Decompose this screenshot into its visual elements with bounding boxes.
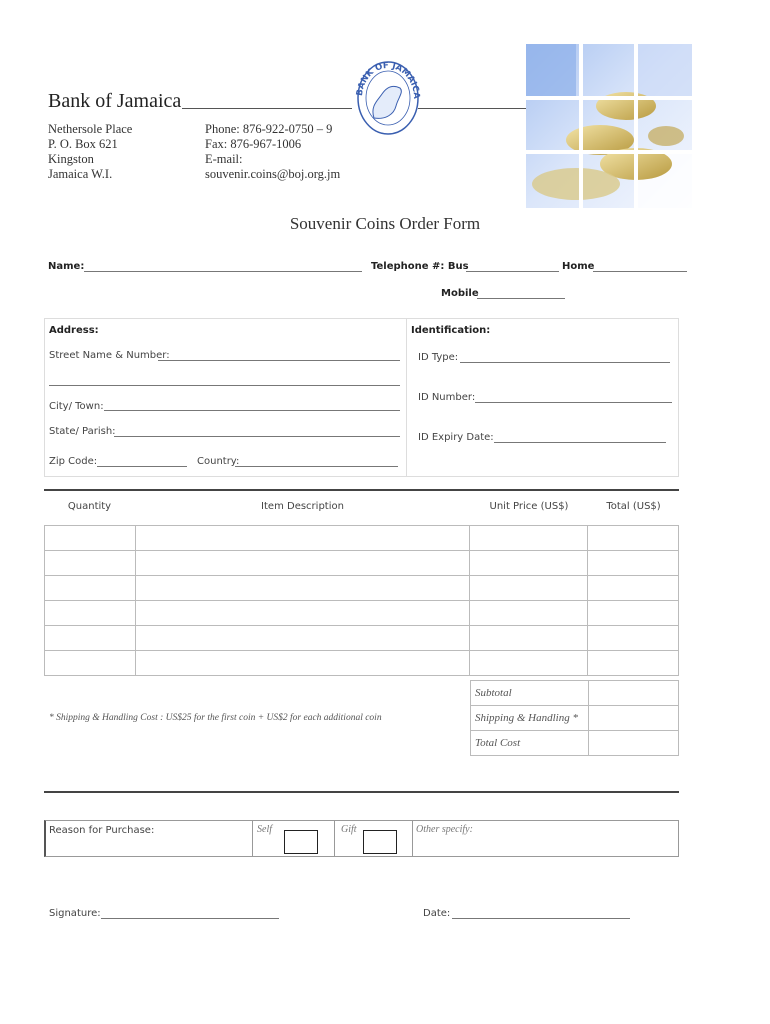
shipping-row — [471, 706, 679, 731]
shipping-value[interactable] — [588, 706, 678, 731]
reason-divider-2 — [334, 820, 335, 857]
country-input[interactable] — [235, 466, 398, 467]
zip-input[interactable] — [97, 466, 187, 467]
bank-name: Bank of Jamaica — [48, 90, 182, 112]
name-input[interactable] — [84, 271, 362, 272]
street-input[interactable] — [158, 360, 400, 361]
subtotal-value[interactable] — [588, 681, 678, 706]
date-input[interactable] — [452, 918, 630, 919]
address-line: P. O. Box 621 — [48, 137, 118, 151]
state-label: State/ Parish: — [49, 426, 116, 437]
self-label: Self — [257, 824, 272, 835]
city-input[interactable] — [104, 410, 400, 411]
zip-label: Zip Code: — [49, 456, 98, 467]
quantity-cell[interactable] — [45, 626, 136, 651]
bank-address — [48, 122, 132, 182]
description-cell[interactable] — [135, 626, 469, 651]
items-top-rule — [44, 489, 679, 491]
unit-price-cell[interactable] — [470, 626, 588, 651]
subtotal-row — [471, 681, 679, 706]
quantity-cell[interactable] — [45, 651, 136, 676]
coin-photo — [526, 44, 692, 208]
street-input-line-2[interactable] — [49, 385, 400, 386]
address-heading: Address: — [49, 325, 99, 336]
unit-price-cell[interactable] — [470, 551, 588, 576]
self-checkbox[interactable] — [284, 830, 318, 854]
telephone-bus-input[interactable] — [466, 271, 559, 272]
quantity-cell[interactable] — [45, 601, 136, 626]
street-label: Street Name & Number: — [49, 350, 170, 361]
telephone-home-input[interactable] — [593, 271, 687, 272]
address-line: Jamaica W.I. — [48, 167, 113, 181]
bank-contact — [205, 122, 340, 182]
other-specify-label: Other specify: — [416, 824, 473, 835]
table-row — [45, 651, 679, 676]
date-label: Date: — [423, 908, 451, 919]
total-cost-label: Total Cost — [471, 731, 589, 756]
country-label: Country: — [197, 456, 240, 467]
telephone-home-label: Home — [562, 261, 595, 272]
quantity-cell[interactable] — [45, 551, 136, 576]
signature-label: Signature: — [49, 908, 101, 919]
telephone-bus-label: Telephone #: Bus — [371, 261, 469, 272]
address-line: Kingston — [48, 152, 94, 166]
column-header-quantity: Quantity — [67, 501, 112, 512]
column-header-total: Total (US$) — [606, 501, 661, 512]
signature-input[interactable] — [101, 918, 279, 919]
column-header-unit-price: Unit Price (US$) — [489, 501, 569, 512]
id-number-input[interactable] — [475, 402, 672, 403]
form-title: Souvenir Coins Order Form — [289, 214, 481, 233]
table-row — [45, 551, 679, 576]
total-cell[interactable] — [588, 551, 679, 576]
total-cell[interactable] — [588, 601, 679, 626]
table-row — [45, 576, 679, 601]
header-rule-right — [418, 108, 526, 109]
unit-price-cell[interactable] — [470, 526, 588, 551]
id-type-label: ID Type: — [418, 352, 459, 363]
description-cell[interactable] — [135, 601, 469, 626]
items-bottom-rule — [44, 791, 679, 793]
unit-price-cell[interactable] — [470, 651, 588, 676]
total-cell[interactable] — [588, 526, 679, 551]
description-cell[interactable] — [135, 651, 469, 676]
quantity-cell[interactable] — [45, 576, 136, 601]
gift-checkbox[interactable] — [363, 830, 397, 854]
identification-heading: Identification: — [411, 325, 491, 336]
id-type-input[interactable] — [460, 362, 670, 363]
total-cell[interactable] — [588, 651, 679, 676]
total-cell[interactable] — [588, 626, 679, 651]
table-row — [45, 526, 679, 551]
contact-line-fax: Fax: 876-967-1006 — [205, 137, 302, 151]
gift-label: Gift — [341, 824, 357, 835]
total-cell[interactable] — [588, 576, 679, 601]
name-label: Name: — [48, 261, 85, 272]
description-cell[interactable] — [135, 551, 469, 576]
id-number-label: ID Number: — [418, 392, 476, 403]
address-id-divider — [406, 318, 407, 477]
header-rule-left — [182, 108, 352, 109]
shipping-label: Shipping & Handling * — [471, 706, 589, 731]
telephone-mobile-label: Mobile — [441, 288, 479, 299]
total-cost-value[interactable] — [588, 731, 678, 756]
table-row — [45, 601, 679, 626]
bank-seal-graphic — [352, 48, 422, 138]
telephone-mobile-input[interactable] — [477, 298, 565, 299]
description-cell[interactable] — [135, 526, 469, 551]
quantity-cell[interactable] — [45, 526, 136, 551]
state-input[interactable] — [114, 436, 400, 437]
reason-divider-1 — [252, 820, 253, 857]
contact-line-email-label: E-mail: — [205, 152, 243, 166]
total-cost-row — [471, 731, 679, 756]
coin-photo-graphic — [526, 44, 692, 208]
id-expiry-label: ID Expiry Date: — [418, 432, 494, 443]
totals-table — [470, 680, 679, 756]
table-row — [45, 626, 679, 651]
address-line: Nethersole Place — [48, 122, 133, 136]
unit-price-cell[interactable] — [470, 576, 588, 601]
contact-line-phone: Phone: 876-922-0750 – 9 — [205, 122, 333, 136]
id-expiry-input[interactable] — [494, 442, 666, 443]
city-label: City/ Town: — [49, 401, 104, 412]
contact-line-email[interactable]: souvenir.coins@boj.org.jm — [205, 167, 341, 181]
bank-seal — [352, 48, 422, 138]
address-id-box — [44, 318, 679, 477]
reason-label: Reason for Purchase: — [49, 825, 155, 836]
shipping-note: * Shipping & Handling Cost : US$25 for the first coin + US$2 for each additional coin — [49, 713, 382, 723]
reason-divider-3 — [412, 820, 413, 857]
items-table — [44, 525, 679, 676]
subtotal-label: Subtotal — [471, 681, 589, 706]
description-cell[interactable] — [135, 576, 469, 601]
unit-price-cell[interactable] — [470, 601, 588, 626]
seal-text: BANK OF JAMAICA — [354, 60, 422, 100]
column-header-description: Item Description — [261, 501, 344, 512]
